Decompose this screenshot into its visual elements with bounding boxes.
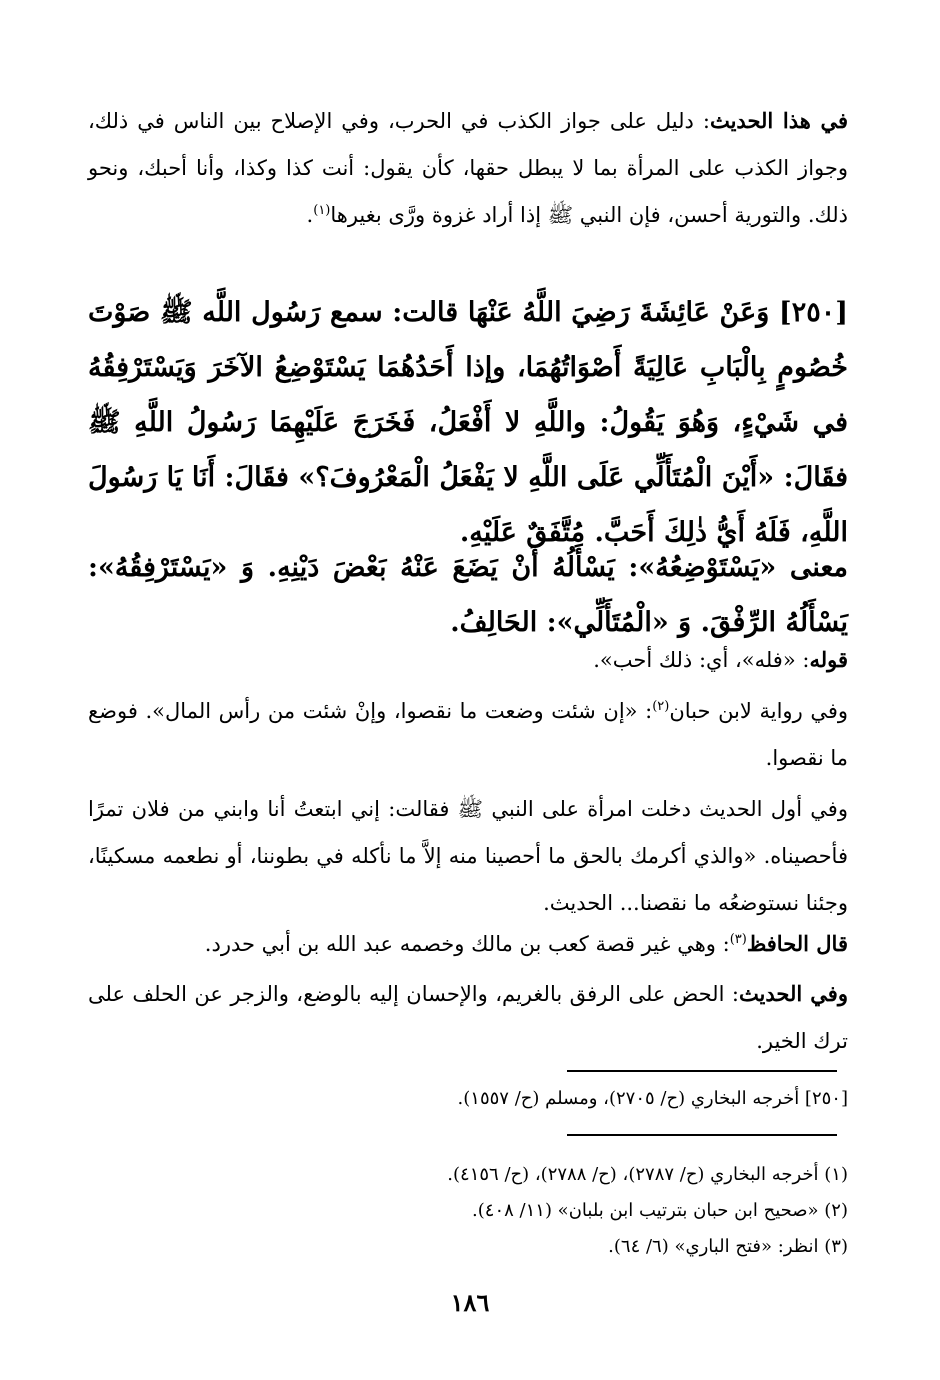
qawluh-label: قوله [809, 647, 848, 672]
intro-label: في هذا الحديث [709, 108, 849, 133]
riwaya-after: : «إن شئت وضعت ما نقصوا، وإنْ شئت من رأس المال». فوضع ما نقصوا. [88, 699, 848, 770]
footnote-1: (١) أخرجه البخاري (ح/ ٢٧٨٧)، (ح/ ٢٧٨٨)، (ح/ ٤١٥٦). [447, 1164, 848, 1185]
takhrij-note: [٢٥٠] أخرجه البخاري (ح/ ٢٧٠٥)، ومسلم (ح/ ١٥٥٧). [457, 1088, 848, 1109]
qawluh-paragraph [88, 636, 848, 684]
hafiz-label: قال الحافظ [746, 931, 848, 956]
page-number: ١٨٦ [450, 1288, 490, 1317]
hadith-meaning: معنى «يَسْتَوْضِعُهُ»: يَسْأَلُهُ أَنْ يَضَعَ عَنْهُ بَعْضَ دَيْنِهِ. وَ «يَسْتَرْفِقُهُ»: يَسْأَلُهُ الرِّفْقَ. وَ «الْمُتَأَلِّي»: الحَالِفُ. [88, 552, 848, 638]
hadith-text: [٢٥٠] وَعَنْ عَائِشَةَ رَضِيَ اللَّهُ عَنْهَا قالت: سمع رَسُول اللَّه ﷺ صَوْتَ خُصُومٍ بِالْبَابِ عَالِيَةً أَصْوَاتُهُمَا، وإذا أَحَدُهُمَا يَسْتَوْضِعُ الآخَرَ وَيَسْتَرْفِقُهُ في شَيْءٍ، وَهُوَ يَقُولُ: واللَّهِ لا أَفْعَلُ، فَخَرَجَ عَلَيْهِمَا رَسُولُ اللَّهِ ﷺ فقَالَ: «أَيْنَ الْمُتَأَلِّي عَلَى اللَّهِ لا يَفْعَلُ الْمَعْرُوفَ؟» فقَالَ: أَنَا يَا رَسُولَ اللَّهِ، فَلَهُ أَيُّ ذٰلِكَ أَحَبَّ. مُتَّفَقٌ عَلَيْهِ. [88, 297, 848, 548]
footnote-2: (٢) «صحيح ابن حبان بترتيب ابن بلبان» (١١/ ٤٠٨). [472, 1200, 848, 1221]
riwaya-before: وفي رواية لابن حبان [669, 699, 849, 723]
footnotes-list [88, 1157, 848, 1265]
intro-end: . [306, 203, 314, 227]
lesson-paragraph [88, 970, 848, 1065]
footnote-ref-1[interactable]: (١) [313, 203, 331, 218]
footnotes-divider [567, 1134, 837, 1136]
riwaya-paragraph [88, 688, 848, 782]
intro-paragraph [88, 97, 848, 239]
hafiz-text: : وهي غير قصة كعب بن مالك وخصمه عبد الله بن أبي حدرد. [204, 932, 730, 956]
footnote-ref-2[interactable]: (٢) [652, 699, 670, 714]
footnote-3: (٣) انظر: «فتح الباري» (٦/ ٦٤). [608, 1236, 848, 1257]
lesson-label: وفي الحديث [738, 981, 848, 1006]
takhrij-divider [567, 1070, 837, 1072]
qawluh-text: : «فله»، أي: ذلك أحب». [593, 648, 810, 672]
intro-text: : دليل على جواز الكذب في الحرب، وفي الإصلاح بين الناس في ذلك، وجواز الكذب على المرأة بما لا يبطل حقها، كأن يقول: أنت كذا وكذا، وأنا أحبك، ونحو ذلك. والتورية أحسن، فإن النبي ﷺ إذا أراد غزوة ورَّى بغيرها [88, 109, 848, 227]
footnote-ref-3[interactable]: (٣) [729, 932, 747, 947]
hafiz-paragraph [88, 920, 848, 968]
lesson-text: : الحض على الرفق بالغريم، والإحسان إليه بالوضع، والزجر عن الحلف على ترك الخير. [88, 982, 848, 1053]
awwal-paragraph: وفي أول الحديث دخلت امرأة على النبي ﷺ فقالت: إني ابتعتُ أنا وابني من فلان تمرًا فأحصيناه. «والذي أكرمك بالحق ما أحصينا منه إلاَّ ما نأكله في بطوننا، أو نطعمه مسكينًا، وجئنا نستوضعُه ما نقصنا... الحديث. [88, 797, 848, 915]
